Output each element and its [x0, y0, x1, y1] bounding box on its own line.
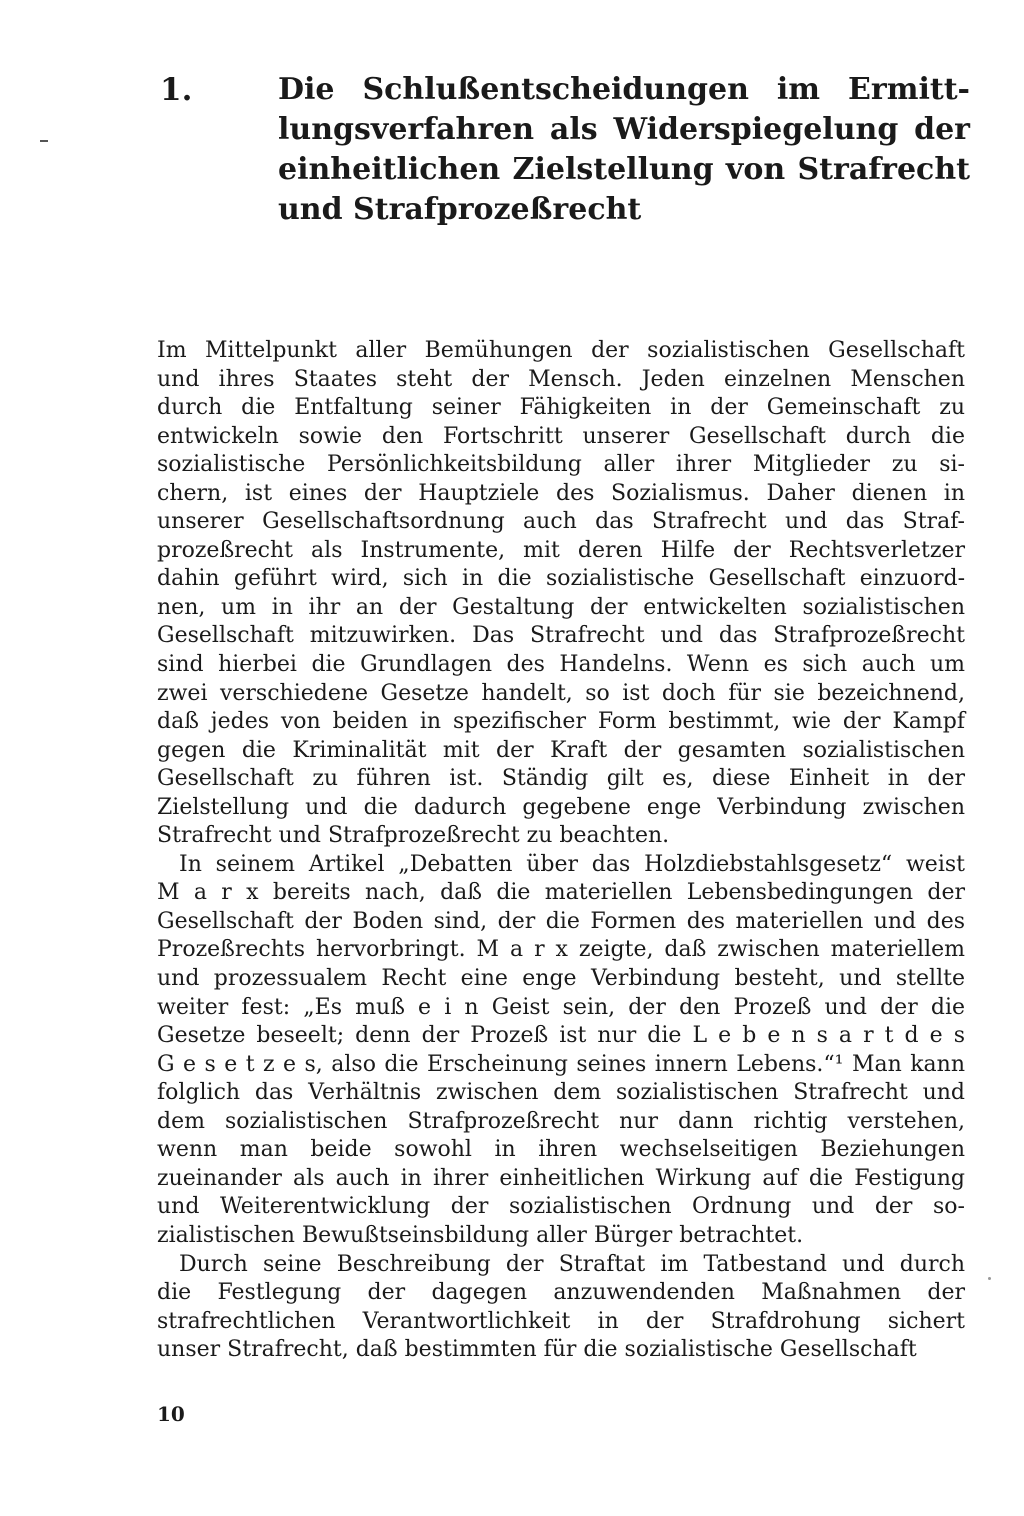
chapter-title-line: einheitlichen Zielstellung von Strafrecht	[278, 152, 970, 187]
text-line: Strafrecht und Strafprozeßrecht zu beachten.	[157, 823, 670, 849]
chapter-heading	[160, 70, 970, 230]
text-line: gegen die Kriminalität mit der Kraft der gesamten sozialistischen	[157, 737, 965, 763]
text-line: und prozessualem Recht eine enge Verbindung besteht, und stellte	[157, 966, 965, 992]
text-line: sozialistische Persönlichkeitsbildung aller ihrer Mitglieder zu si-	[157, 452, 965, 478]
stray-print-mark	[40, 140, 48, 142]
page-number: 10	[157, 1402, 185, 1426]
text-line: zialistischen Bewußtseinsbildung aller Bürger betrachtet.	[157, 1222, 804, 1248]
text-line: Durch seine Beschreibung der Straftat im Tatbestand und durch	[179, 1251, 965, 1277]
chapter-title-line: Die Schlußentscheidungen im Ermitt-	[278, 72, 970, 107]
text-line: unserer Gesellschaftsordnung auch das Strafrecht und das Straf-	[157, 509, 965, 535]
text-line: daß jedes von beiden in spezifischer Form bestimmt, wie der Kampf	[157, 709, 965, 735]
text-line: prozeßrecht als Instrumente, mit deren Hilfe der Rechtsverletzer	[157, 537, 965, 563]
text-line: Prozeßrechts hervorbringt. M a r x zeigte, daß zwischen materiellem	[157, 937, 965, 963]
chapter-title	[278, 70, 970, 230]
text-line: In seinem Artikel „Debatten über das Holzdiebstahlsgesetz“ weist	[179, 851, 965, 877]
paragraph	[157, 337, 965, 851]
chapter-number: 1.	[160, 72, 193, 108]
text-line: die Festlegung der dagegen anzuwendenden Maßnahmen der	[157, 1280, 965, 1306]
text-line: entwickeln sowie den Fortschritt unserer Gesellschaft durch die	[157, 423, 965, 449]
text-line: unser Strafrecht, daß bestimmten für die sozialistische Gesellschaft	[157, 1337, 917, 1363]
text-line: dem sozialistischen Strafprozeßrecht nur dann richtig verstehen,	[157, 1108, 965, 1134]
text-line: sind hierbei die Grundlagen des Handelns. Wenn es sich auch um	[157, 652, 965, 678]
chapter-title-line: und Strafprozeßrecht	[278, 192, 642, 227]
text-line: Zielstellung und die dadurch gegebene enge Verbindung zwischen	[157, 794, 965, 820]
stray-print-dot	[988, 1277, 991, 1280]
text-line: weiter fest: „Es muß e i n Geist sein, der den Prozeß und der die	[157, 994, 965, 1020]
text-line: M a r x bereits nach, daß die materiellen Lebensbedingungen der	[157, 880, 965, 906]
text-line: strafrechtlichen Verantwortlichkeit in der Strafdrohung sichert	[157, 1308, 965, 1334]
text-line: folglich das Verhältnis zwischen dem sozialistischen Strafrecht und	[157, 1080, 965, 1106]
text-line: durch die Entfaltung seiner Fähigkeiten in der Gemeinschaft zu	[157, 395, 965, 421]
text-line: nen, um in ihr an der Gestaltung der entwickelten sozialistischen	[157, 594, 965, 620]
text-line: Gesetze beseelt; denn der Prozeß ist nur die L e b e n s a r t d e s	[157, 1023, 965, 1049]
text-line: wenn man beide sowohl in ihren wechselseitigen Beziehungen	[157, 1137, 965, 1163]
text-line: zueinander als auch in ihrer einheitlichen Wirkung auf die Festigung	[157, 1165, 965, 1191]
text-line: Im Mittelpunkt aller Bemühungen der sozialistischen Gesellschaft	[157, 338, 965, 363]
chapter-title-line: lungsverfahren als Widerspiegelung der	[278, 112, 970, 147]
text-line: chern, ist eines der Hauptziele des Sozialismus. Daher dienen in	[157, 480, 965, 506]
text-line: G e s e t z e s, also die Erscheinung seines innern Lebens.“¹ Man kann	[157, 1051, 965, 1077]
text-line: und Weiterentwicklung der sozialistischen Ordnung und der so-	[157, 1194, 965, 1220]
body-text	[157, 337, 965, 1365]
text-line: dahin geführt wird, sich in die sozialistische Gesellschaft einzuord-	[157, 566, 965, 592]
paragraph	[157, 851, 965, 1251]
text-line: Gesellschaft der Boden sind, der die Formen des materiellen und des	[157, 908, 965, 934]
text-line: Gesellschaft mitzuwirken. Das Strafrecht und das Strafprozeßrecht	[157, 623, 965, 649]
paragraph	[157, 1251, 965, 1365]
text-line: zwei verschiedene Gesetze handelt, so ist doch für sie bezeichnend,	[157, 680, 965, 706]
text-line: Gesellschaft zu führen ist. Ständig gilt es, diese Einheit in der	[157, 766, 965, 792]
text-line: und ihres Staates steht der Mensch. Jeden einzelnen Menschen	[157, 366, 965, 392]
